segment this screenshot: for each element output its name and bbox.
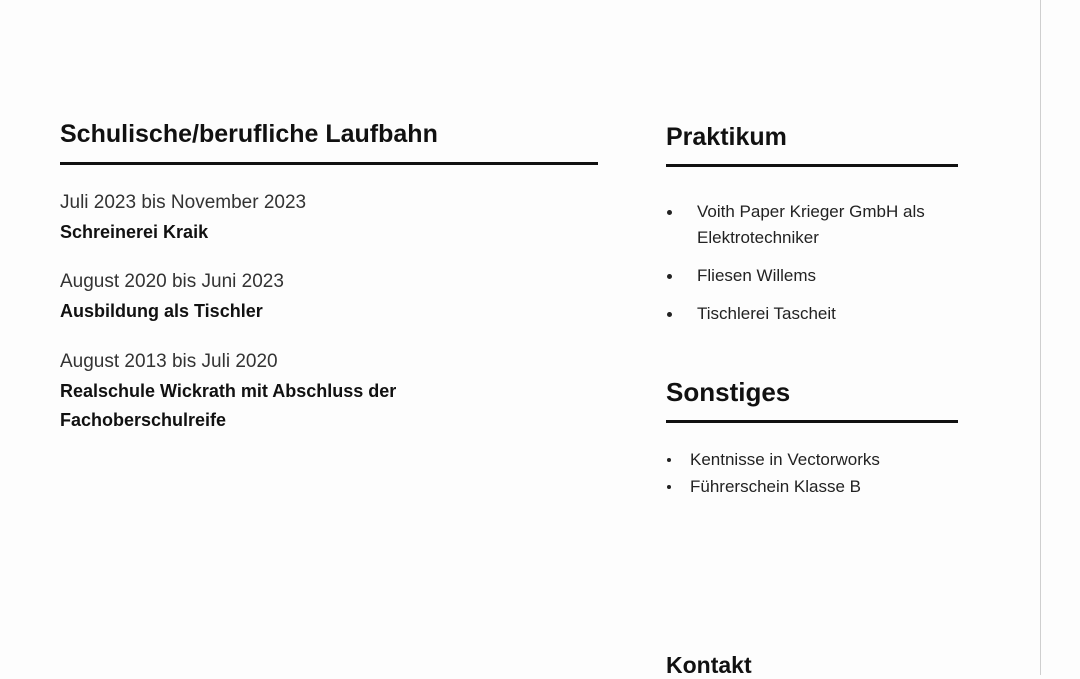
list-item-text: Tischlerei Tascheit: [697, 304, 836, 323]
list-item-text: Voith Paper Krieger GmbH als Elektrotechniker: [697, 202, 925, 247]
list-item: [665, 474, 995, 500]
list-item: [665, 301, 975, 327]
laufbahn-entry: [60, 347, 420, 435]
bullet-icon: [667, 274, 672, 279]
kontakt-heading: Kontakt: [666, 652, 752, 678]
praktikum-rule: [666, 164, 958, 167]
list-item-text: Fliesen Willems: [697, 266, 817, 285]
list-item-text: Führerschein Klasse B: [690, 477, 862, 496]
laufbahn-heading: Schulische/berufliche Laufbahn: [60, 120, 438, 148]
laufbahn-rule: [60, 162, 598, 165]
entry-period: Juli 2023 bis November 2023: [60, 192, 307, 213]
bullet-icon: [667, 458, 671, 462]
entry-period: August 2013 bis Juli 2020: [60, 351, 278, 372]
bullet-icon: [667, 312, 672, 317]
praktikum-list: [665, 199, 975, 339]
list-item: [665, 263, 975, 289]
praktikum-heading: Praktikum: [666, 123, 787, 151]
bullet-icon: [667, 485, 671, 489]
list-item: [665, 199, 972, 251]
entry-period: August 2020 bis Juni 2023: [60, 271, 284, 292]
sonstiges-rule: [666, 420, 958, 423]
page-edge: [1040, 0, 1041, 675]
sonstiges-heading: Sonstiges: [666, 377, 791, 407]
entry-title: Schreinerei Kraik: [60, 222, 209, 242]
laufbahn-entry: [60, 267, 600, 326]
sonstiges-list: [665, 447, 995, 501]
bullet-icon: [667, 210, 672, 215]
entry-title: Realschule Wickrath mit Abschluss der Fachoberschulreife: [60, 381, 397, 430]
list-item: [665, 447, 995, 473]
entry-title: Ausbildung als Tischler: [60, 301, 263, 321]
list-item-text: Kentnisse in Vectorworks: [690, 450, 880, 469]
laufbahn-entry: [60, 188, 600, 247]
